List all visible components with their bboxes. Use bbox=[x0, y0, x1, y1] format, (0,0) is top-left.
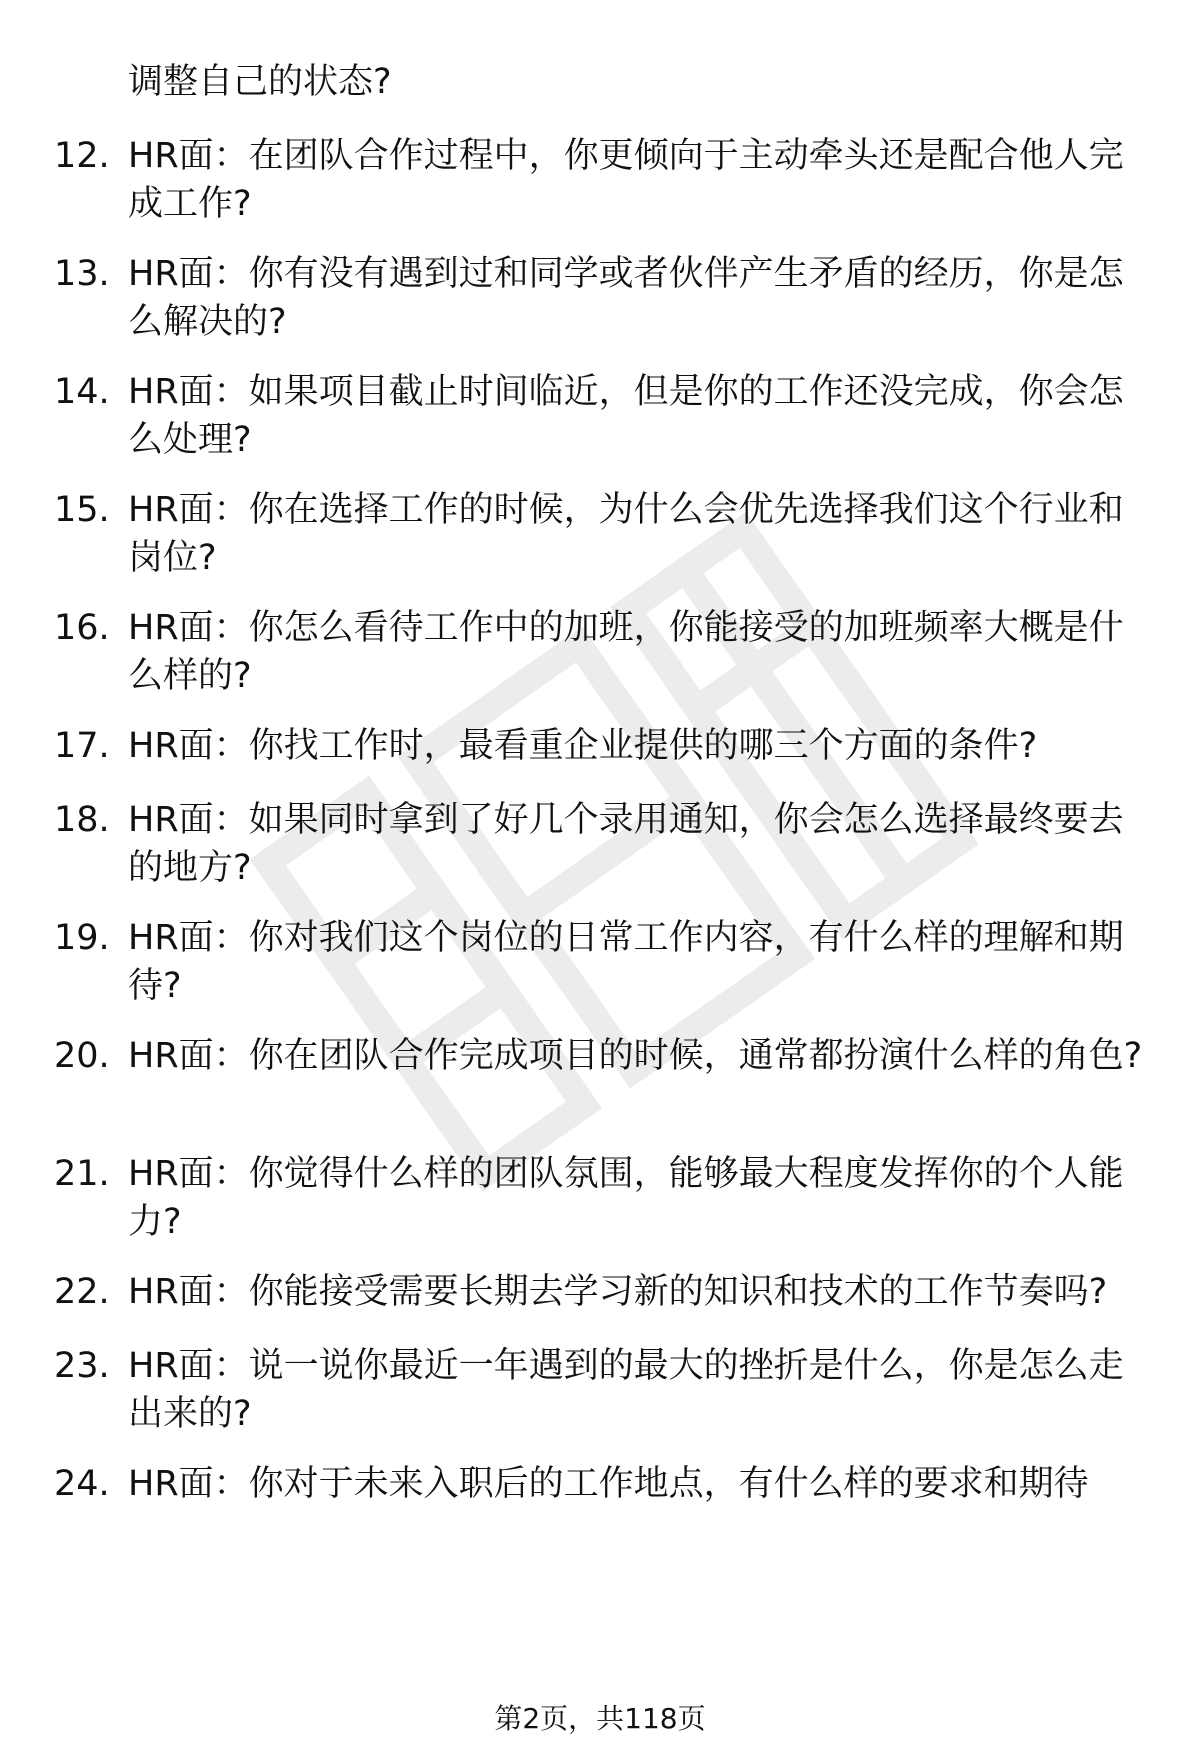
question-number: 22. bbox=[54, 1272, 110, 1312]
question-number: 15. bbox=[54, 490, 110, 530]
question-text: HR面：你对我们这个岗位的日常工作内容，有什么样的理解和期待? bbox=[128, 918, 1124, 1006]
question-number: 19. bbox=[54, 918, 110, 958]
question-number: 12. bbox=[54, 136, 110, 176]
question-text: HR面：你在选择工作的时候，为什么会优先选择我们这个行业和岗位? bbox=[128, 490, 1124, 578]
question-text: HR面：你在团队合作完成项目的时候，通常都扮演什么样的角色? bbox=[128, 1036, 1143, 1076]
question-number: 13. bbox=[54, 254, 110, 294]
question-text: HR面：你怎么看待工作中的加班，你能接受的加班频率大概是什么样的? bbox=[128, 608, 1124, 696]
question-text: HR面：你能接受需要长期去学习新的知识和技术的工作节奏吗? bbox=[128, 1272, 1108, 1312]
question-text: HR面：你有没有遇到过和同学或者伙伴产生矛盾的经历，你是怎么解决的? bbox=[128, 254, 1124, 342]
question-number: 24. bbox=[54, 1464, 110, 1504]
question-text: HR面：如果项目截止时间临近，但是你的工作还没完成，你会怎么处理? bbox=[128, 372, 1124, 460]
question-text: HR面：说一说你最近一年遇到的最大的挫折是什么，你是怎么走出来的? bbox=[128, 1346, 1124, 1434]
question-number: 20. bbox=[54, 1036, 110, 1076]
question-number: 23. bbox=[54, 1346, 110, 1386]
question-text: HR面：如果同时拿到了好几个录用通知，你会怎么选择最终要去的地方? bbox=[128, 800, 1124, 888]
question-number: 17. bbox=[54, 726, 110, 766]
question-number: 14. bbox=[54, 372, 110, 412]
question-number: 21. bbox=[54, 1154, 110, 1194]
question-text: HR面：你觉得什么样的团队氛围，能够最大程度发挥你的个人能力? bbox=[128, 1154, 1124, 1242]
page-number-footer: 第2页，共118页 bbox=[494, 1702, 706, 1735]
continued-question-text: 调整自己的状态? bbox=[128, 62, 392, 102]
question-text: HR面：在团队合作过程中，你更倾向于主动牵头还是配合他人完成工作? bbox=[128, 136, 1124, 224]
question-text: HR面：你找工作时，最看重企业提供的哪三个方面的条件? bbox=[128, 726, 1038, 766]
question-number: 16. bbox=[54, 608, 110, 648]
question-text: HR面：你对于未来入职后的工作地点，有什么样的要求和期待 bbox=[128, 1464, 1089, 1504]
question-number: 18. bbox=[54, 800, 110, 840]
